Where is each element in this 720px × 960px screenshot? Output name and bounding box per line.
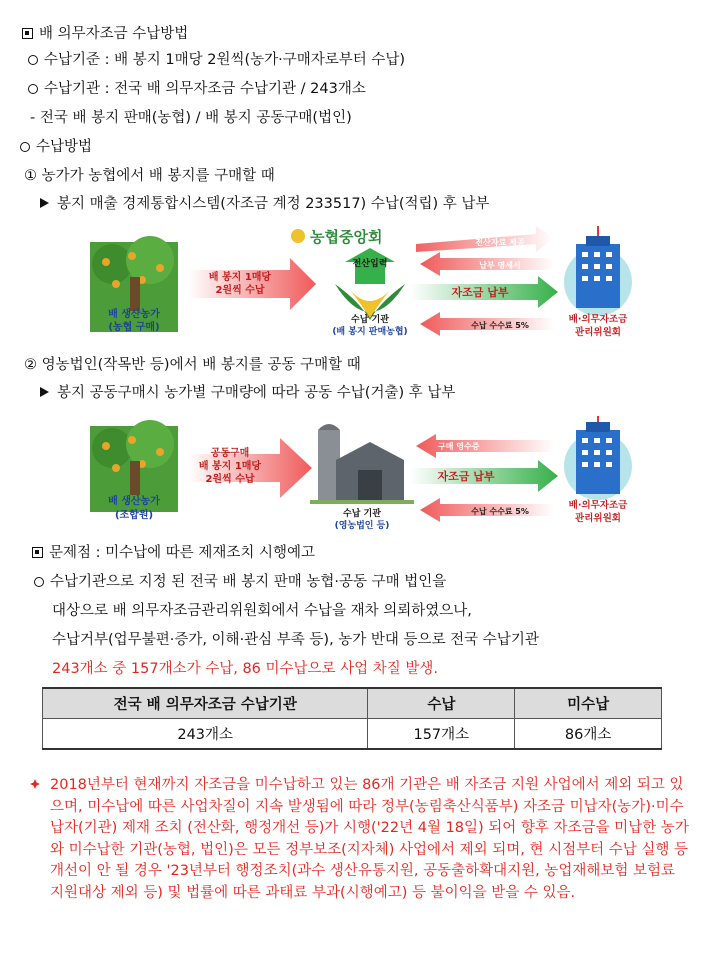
case2-arrow-receipt: 구매 영수증	[438, 442, 480, 451]
case1-arrow-data: 전산자료 제공	[475, 238, 525, 247]
nh-logo-icon	[291, 229, 305, 243]
barn-silo-image	[310, 424, 414, 504]
receipt-arrow	[416, 434, 554, 458]
circle-bullet-icon	[28, 84, 38, 94]
table-cell: 86개소	[515, 719, 662, 750]
nh-name: 농협중앙회	[310, 228, 383, 246]
payment-arrow	[188, 258, 316, 310]
sanction-notice-text: 2018년부터 현재까지 자조금을 미수납하고 있는 86개 기관은 배 자조금 지원 사업에서 제외 되고 있으며, 미수납에 따른 사업차질이 지속 발생됨에 따라 정부(농림축산식품부) 자조금 미납자(농가)·미수납자(기관) 제재 조치 (전산화, 행정개선 등)가 시행('22년 4월 18일) 되어 향후 자조금을 미납한 농가와 미수납한 기관(농협, 법인)은 모든 정부보조(지자체) 사업에서 제외 되며, 현 시점부터 수납 실행 등 개선이 안 될 경우 '23년부터 행정조치(과수 생산유통지원, 공동출하확대지원, 농업재해보험 보험료 지원대상 제외 등) 및 법률에 따른 과태료 부과(시행예고) 등 불이익을 받을 수 있음.	[50, 777, 689, 901]
table-header-cell: 미수납	[515, 688, 662, 719]
table-header-cell: 전국 배 의무자조금 수납기관	[43, 688, 368, 719]
case1-flow-diagram	[80, 222, 640, 342]
table-row	[43, 719, 662, 750]
case1-arrow-statement: 납부 명세서	[479, 261, 521, 270]
case1-arrow-fund: 자조금 납부	[451, 286, 509, 299]
table-header-row	[43, 688, 662, 719]
section-heading-collection-method: 배 의무자조금 수납방법	[22, 24, 188, 44]
committee-building-icon	[564, 416, 632, 500]
triangle-bullet-icon	[40, 198, 49, 208]
case2-farm-label-1: 배 생산농가	[108, 496, 160, 507]
collection-agency: 수납기관 : 전국 배 의무자조금 수납기관 / 243개소	[28, 79, 366, 99]
sanction-notice	[30, 775, 690, 904]
case2-flow-diagram	[80, 416, 640, 536]
collection-standard: 수납기준 : 배 봉지 1매당 2원씩(농가·구매자로부터 수납)	[28, 50, 405, 70]
problem-line-1: 수납기관으로 지정 된 전국 배 봉지 판매 농협·공동 구매 법인을	[34, 572, 446, 592]
circle-bullet-icon	[28, 55, 38, 65]
case2-pay-label-1: 공동구매	[210, 448, 250, 459]
table-cell: 243개소	[43, 719, 368, 750]
problem-line-3: 수납거부(업무불편·증가, 이해·관심 부족 등), 농가 반대 등으로 전국 수납기관	[52, 632, 539, 648]
table-cell: 157개소	[368, 719, 515, 750]
case2-arrow-fund: 자조금 납부	[437, 470, 495, 483]
case1-pay-label-2: 2원씩 수납	[215, 285, 265, 296]
case1-agency-label-2: (배 봉지 판매농협)	[332, 327, 408, 337]
case1-committee-label-1: 배·의무자조금	[568, 314, 628, 325]
collection-agency-detail: - 전국 배 봉지 판매(농협) / 배 봉지 공동구매(법인)	[30, 110, 352, 126]
square-bullet-icon	[32, 547, 43, 558]
case2-agency-label-1: 수납 기관	[343, 509, 381, 519]
circle-bullet-icon	[34, 577, 44, 587]
collection-status-table	[42, 687, 662, 750]
case2-committee-label-2: 관리위원회	[575, 513, 621, 524]
diamond-bullet-icon	[30, 779, 40, 789]
case1-title: ① 농가가 농협에서 배 봉지를 구매할 때	[24, 168, 275, 184]
problem-line-4: 243개소 중 157개소가 수납, 86 미수납으로 사업 차질 발생.	[52, 661, 439, 677]
case1-pay-label-1: 배 봉지 1매당	[208, 272, 272, 283]
triangle-bullet-icon	[40, 387, 49, 397]
circle-bullet-icon	[20, 142, 30, 152]
section-heading-problem: 문제점 : 미수납에 따른 제재조치 시행예고	[32, 543, 315, 563]
case1-agency-label-1: 수납 기관	[351, 315, 389, 325]
case1-farm-label-2: (농협 구매)	[108, 322, 160, 333]
case2-committee-label-1: 배·의무자조금	[568, 500, 628, 511]
case1-input-label: 전산입력	[352, 259, 388, 269]
case2-pay-label-2: 배 봉지 1매당	[198, 461, 262, 472]
problem-line-2: 대상으로 배 의무자조금관리위원회에서 수납을 재차 의뢰하였으나,	[52, 603, 472, 619]
case1-arrow-fee: 수납 수수료 5%	[471, 321, 529, 330]
case1-committee-label-2: 관리위원회	[575, 327, 621, 338]
square-bullet-icon	[22, 28, 33, 39]
case2-pay-label-3: 2원씩 수납	[205, 474, 255, 485]
table-header-cell: 수납	[368, 688, 515, 719]
case2-flow: 봉지 공동구매시 농가별 구매량에 따라 공동 수납(거출) 후 납부	[40, 383, 455, 403]
collection-method: 수납방법	[20, 137, 92, 157]
case1-flow: 봉지 매출 경제통합시스템(자조금 계정 233517) 수납(적립) 후 납부	[40, 194, 489, 214]
case2-title: ② 영농법인(작목반 등)에서 배 봉지를 공동 구매할 때	[24, 357, 361, 373]
case1-farm-label-1: 배 생산농가	[108, 309, 160, 320]
case2-arrow-fee: 수납 수수료 5%	[471, 507, 529, 516]
committee-building-icon	[564, 226, 632, 316]
case2-farm-label-2: (조합원)	[114, 510, 154, 521]
case2-agency-label-2: (영농법인 등)	[334, 521, 390, 531]
